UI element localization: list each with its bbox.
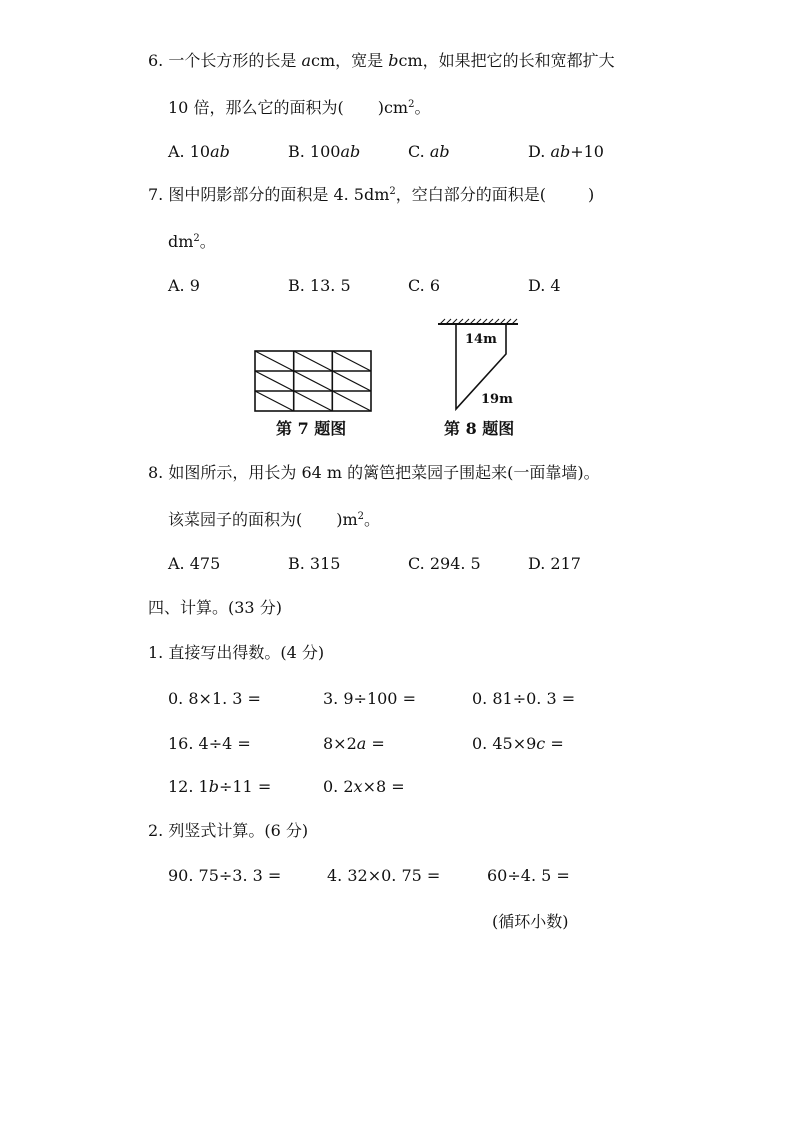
q6-var-a: a [301, 51, 311, 70]
superscript: 2 [357, 511, 365, 522]
repeating-decimal-note: (循环小数) [492, 912, 569, 931]
q6-text: 6. 一个长方形的长是 [148, 51, 302, 70]
superscript: 2 [408, 99, 415, 110]
q6-option-c[interactable]: C. ab [408, 142, 450, 161]
q7-text: dm [168, 232, 194, 251]
q7-option-d[interactable]: D. 4 [528, 276, 561, 295]
calc-item: 16. 4÷4 = [168, 734, 251, 753]
q6-text: 。 [414, 98, 431, 117]
part-1-title: 1. 直接写出得数。(4 分) [148, 643, 325, 662]
figure-8-label-bottom: 19m [481, 392, 513, 407]
figure-8-diagram [436, 318, 520, 414]
q7-text: 7. 图中阴影部分的面积是 4. 5dm [148, 185, 390, 204]
q8-option-d[interactable]: D. 217 [528, 554, 581, 573]
q7-text: ，空白部分的面积是( [395, 185, 547, 204]
figure-7-diagram [254, 350, 372, 412]
calc-item: 60÷4. 5 = [487, 866, 570, 885]
q7-line-1 [148, 184, 594, 206]
q8-line-1: 8. 如图所示，用长为 64 m 的篱笆把菜园子围起来(一面靠墙)。 [148, 463, 600, 482]
calc-item: 12. 1b÷11 = [168, 777, 272, 796]
q7-option-b[interactable]: B. 13. 5 [288, 276, 351, 295]
q6-option-a[interactable]: A. 10ab [168, 142, 230, 161]
q7-text: 。 [199, 232, 216, 251]
calc-item: 0. 45×9c = [472, 734, 564, 753]
q6-text: cm，如果把它的长和宽都扩大 [398, 51, 615, 70]
q8-line-2 [168, 509, 380, 531]
calc-item: 0. 81÷0. 3 = [472, 689, 576, 708]
q8-option-c[interactable]: C. 294. 5 [408, 554, 481, 573]
q6-text: 10 倍，那么它的面积为( [168, 98, 344, 117]
q6-text: )cm [377, 98, 409, 117]
q8-text: )m [336, 510, 358, 529]
q6-option-b[interactable]: B. 100ab [288, 142, 361, 161]
part-2-title: 2. 列竖式计算。(6 分) [148, 821, 309, 840]
q8-text: 。 [364, 510, 381, 529]
calc-item: 90. 75÷3. 3 = [168, 866, 282, 885]
figure-8-label-top: 14m [465, 332, 497, 347]
calc-item: 3. 9÷100 = [323, 689, 416, 708]
superscript: 2 [389, 186, 396, 197]
calc-item: 4. 32×0. 75 = [327, 866, 441, 885]
q7-text: ) [588, 185, 595, 204]
q8-text: 该菜园子的面积为( [168, 510, 303, 529]
calc-item: 0. 2x×8 = [323, 777, 405, 796]
q6-text: cm，宽是 [311, 51, 389, 70]
q6-option-d[interactable]: D. ab+10 [528, 142, 604, 161]
section-4-title: 四、计算。(33 分) [148, 598, 282, 617]
q7-option-c[interactable]: C. 6 [408, 276, 441, 295]
calc-item: 0. 8×1. 3 = [168, 689, 261, 708]
q7-line-2 [168, 231, 216, 253]
q8-option-b[interactable]: B. 315 [288, 554, 341, 573]
figure-7-caption: 第 7 题图 [276, 419, 347, 438]
q6-var-b: b [388, 51, 399, 70]
figure-8-caption: 第 8 题图 [444, 419, 515, 438]
q6-line-2 [168, 97, 430, 119]
q6-line-1 [148, 50, 615, 72]
q7-option-a[interactable]: A. 9 [168, 276, 200, 295]
superscript: 2 [193, 233, 200, 244]
q8-option-a[interactable]: A. 475 [168, 554, 221, 573]
calc-item: 8×2a = [323, 734, 385, 753]
